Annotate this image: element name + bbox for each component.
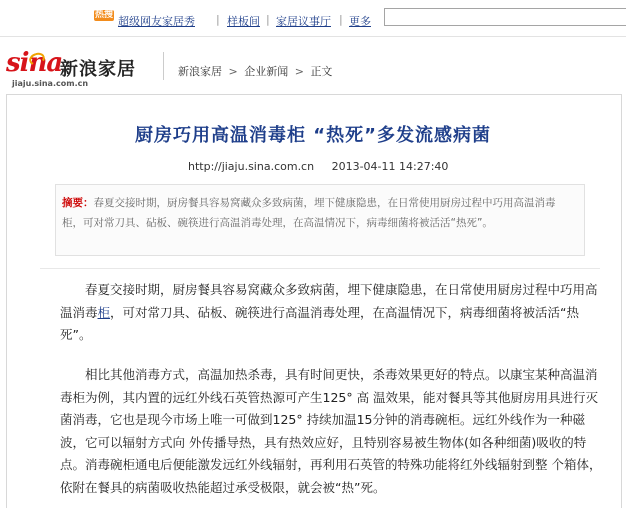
summary-label: 摘要： [62, 197, 94, 209]
nav-link-netizen-home-show[interactable]: 超级网友家居秀 [118, 15, 195, 28]
paragraph-text: 春夏交接时期，厨房餐具容易窝藏众多致病菌，埋下健康隐患，在日常使用厨房过程中巧用高温消毒 [60, 282, 598, 320]
content-divider [40, 268, 600, 269]
hot-search-badge: 热搜 [94, 10, 113, 20]
summary-text: 春夏交接时期，厨房餐具容易窝藏众多致病菌，埋下健康隐患，在日常使用厨房过程中巧用高温消毒柜，可对常刀具、砧板、碗筷进行高温消毒处理，在高温情况下，病毒细菌将被活活“热死”。 [62, 197, 556, 229]
nav-link-showroom[interactable]: 样板间 [227, 15, 260, 28]
breadcrumb-current: 正文 [310, 65, 333, 78]
breadcrumb-arrow: > [228, 65, 238, 78]
article-summary [55, 184, 585, 256]
article-date: 2013-04-11 14:27:40 [331, 160, 449, 173]
article-meta [188, 160, 448, 173]
sina-logo-icon: sina [6, 48, 63, 78]
search-input[interactable] [384, 8, 626, 26]
nav-separator: | [216, 13, 220, 26]
nav-link-home-forum[interactable]: 家居议事厅 [276, 15, 331, 28]
article-title: 厨房巧用高温消毒柜 “热死”多发流感病菌 [135, 125, 491, 146]
breadcrumb-arrow: > [294, 65, 304, 78]
top-nav [0, 0, 626, 37]
logo-divider [163, 52, 164, 80]
breadcrumb [178, 63, 332, 79]
logo-url: jiaju.sina.com.cn [12, 79, 89, 88]
paragraph-text: ，可对常刀具、砧板、碗筷进行高温消毒处理，在高温情况下，病毒细菌将被活活“热死”。 [60, 304, 580, 342]
logo-site-name: 新浪家居 [60, 59, 136, 80]
article-source-link[interactable]: http://jiaju.sina.com.cn [188, 160, 315, 173]
nav-link-more[interactable]: 更多 [349, 15, 371, 28]
nav-separator: | [339, 13, 343, 26]
keyword-link-cabinet[interactable]: 柜 [97, 304, 111, 320]
nav-separator: | [266, 13, 270, 26]
breadcrumb-company-news[interactable]: 企业新闻 [244, 65, 289, 78]
breadcrumb-home[interactable]: 新浪家居 [178, 65, 222, 78]
article-paragraph-2: 相比其他消毒方式，高温加热杀毒，具有时间更快，杀毒效果更好的特点。以康宝某种高温消毒柜为例，其内置的远红外线石英管热源可产生125° 高 温效果，能对餐具等其他厨房用具进行灭菌消毒，它也是现今市场上唯一可做到125° 持续加温15分钟的消毒碗柜。远红外线作为一种磁波，它可以辐射方式向 外传播导热，具有热效应好，且特别容易被生物体(如各种细菌)吸收的特点。消毒碗柜通电后便能激发远红外线辐射，再利用石英管的特殊功能将红外线辐射到整 个箱体，依附在餐具的病菌吸收热能超过承受极限，就会被“热”死。 [60, 367, 602, 495]
sina-home-logo[interactable] [6, 48, 136, 88]
article-paragraph-1 [60, 279, 608, 347]
